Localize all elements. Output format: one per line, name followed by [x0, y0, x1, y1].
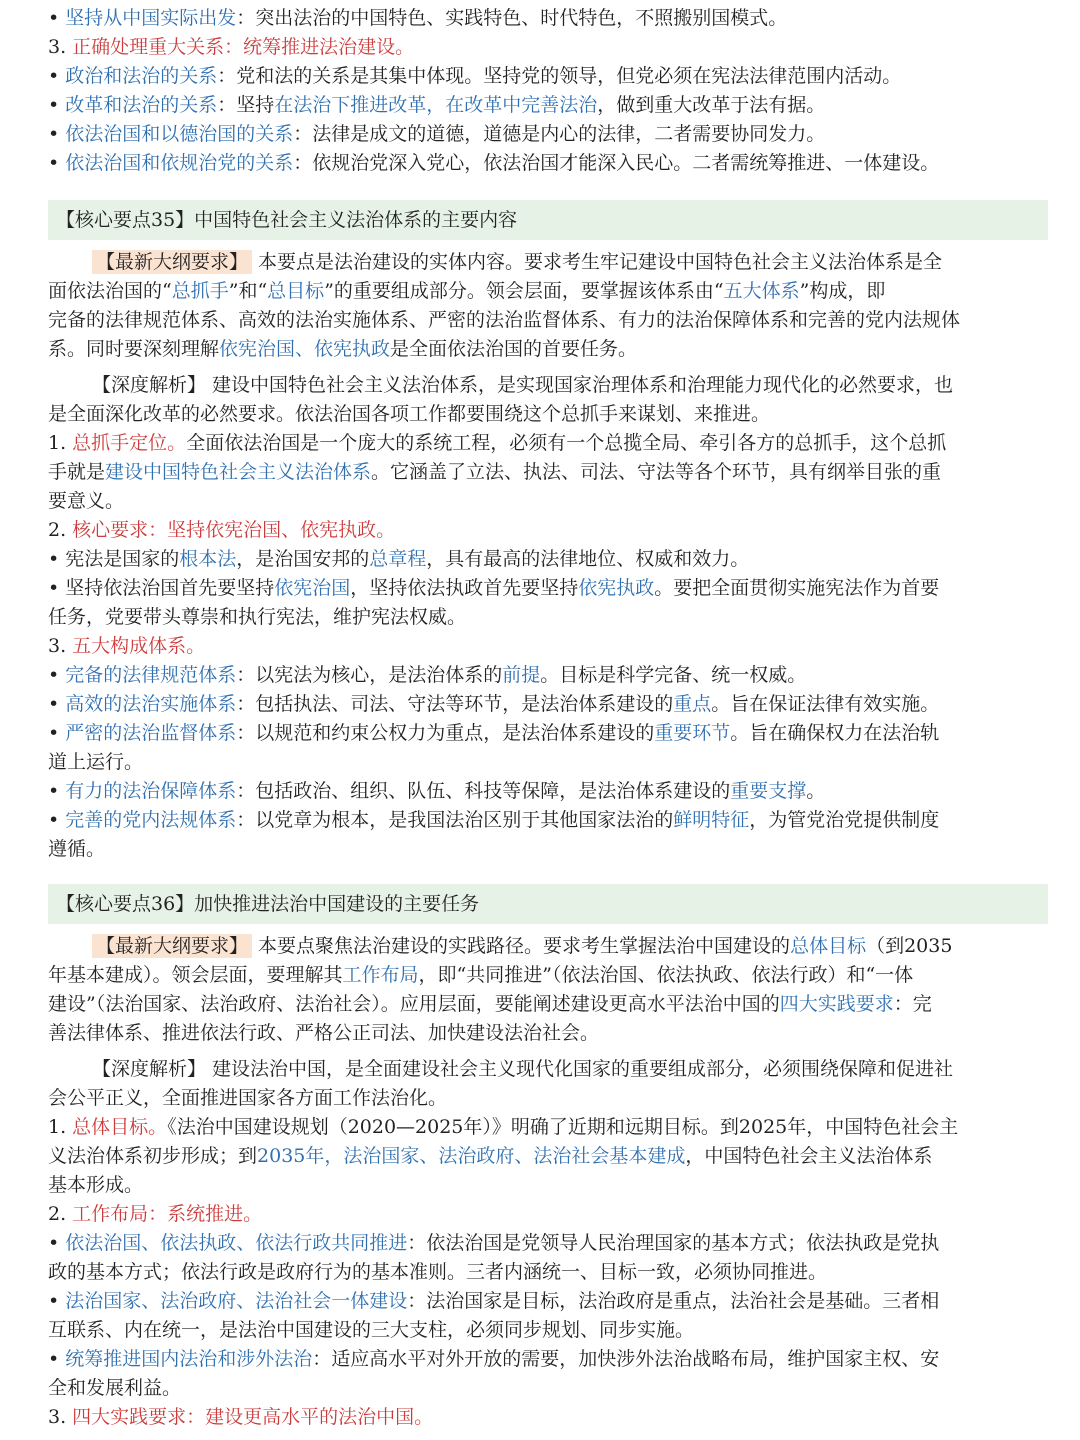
highlight-blue: 完备的法律规范体系 — [65, 664, 237, 686]
text-span: ：依法治国是党领导人民治理国家的基本方式；依法执政是党执 — [407, 1232, 940, 1254]
text-span: 会公平正义，全面推进国家各方面工作法治化。 — [48, 1087, 448, 1109]
highlight-blue: 工作布局 — [342, 964, 419, 986]
text-span: 【深度解析】 建设法治中国，是全面建设社会主义现代化国家的重要组成部分，必须围绕保障和促进社 — [92, 1058, 954, 1080]
text-span: • — [48, 7, 66, 29]
text-span: 基本形成。 — [48, 1174, 144, 1196]
text-span: 年基本建成）。领会层面，要理解其 — [48, 964, 343, 986]
text-line — [48, 335, 1048, 363]
text-span: 【核心要点35】中国特色社会主义法治体系的主要内容 — [56, 209, 518, 231]
text-span: ：法律是成文的道德，道德是内心的法律，二者需要协同发力。 — [293, 123, 826, 145]
text-line — [48, 1345, 1048, 1373]
text-line — [48, 400, 1048, 428]
text-line — [48, 1084, 1048, 1112]
text-line — [48, 33, 1048, 61]
text-span: ，具有最高的法律地位、权威和效力。 — [426, 548, 750, 570]
highlight-blue: 总体目标 — [790, 935, 867, 957]
text-line — [48, 990, 1048, 1018]
text-span: 1. — [48, 432, 73, 454]
text-span: ，即“共同推进”（依法治国、依法执政、依法行政）和“一体 — [418, 964, 914, 986]
text-span: 任务，党要带头尊崇和执行宪法，维护宪法权威。 — [48, 606, 467, 628]
text-span: ：完 — [893, 993, 932, 1015]
text-span: 善法律体系、推进依法行政、严格公正司法、加快建设法治社会。 — [48, 1022, 600, 1044]
text-line — [48, 91, 1048, 119]
text-line — [48, 1055, 1048, 1083]
text-span: 。目标是科学完备、统一权威。 — [540, 664, 807, 686]
text-span: 。 — [806, 780, 826, 802]
text-span: ：坚持 — [217, 94, 275, 116]
text-line — [48, 1200, 1048, 1228]
text-span: 3. — [48, 1406, 73, 1428]
text-line — [48, 248, 1048, 276]
text-span: ，是治国安邦的 — [236, 548, 370, 570]
text-line — [48, 1019, 1048, 1047]
text-span: 《法治中国建设规划（2020—2025年）》明确了近期和远期目标。到2025年，中国特色社会主 — [167, 1116, 959, 1138]
highlight-blue: 依宪治国、依宪执政 — [219, 338, 391, 360]
text-span: 【深度解析】 建设中国特色社会主义法治体系，是实现国家治理体系和治理能力现代化的必然要求，也 — [92, 374, 954, 396]
text-span: ：党和法的关系是其集中体现。坚持党的领导，但党必须在宪法法律范围内活动。 — [217, 65, 902, 87]
highlight-blue: 四大实践要求 — [779, 993, 894, 1015]
text-line — [48, 149, 1048, 177]
text-span: • — [48, 809, 66, 831]
text-span: 。旨在确保权力在法治轨 — [730, 722, 940, 744]
text-line — [48, 458, 1048, 486]
text-line — [48, 1374, 1048, 1402]
requirement-tag: 【最新大纲要求】 — [92, 934, 252, 958]
text-line — [48, 1113, 1048, 1141]
text-span: • — [48, 152, 66, 174]
text-line — [48, 371, 1048, 399]
highlight-blue: 重要支撑 — [730, 780, 807, 802]
text-line — [48, 748, 1048, 776]
highlight-blue: 改革和法治的关系 — [65, 94, 218, 116]
text-line — [48, 1258, 1048, 1286]
highlight-red: 总抓手定位。 — [72, 432, 187, 454]
text-line — [48, 62, 1048, 90]
text-line — [48, 1171, 1048, 1199]
text-span: • — [48, 1232, 66, 1254]
text-line — [48, 545, 1048, 573]
text-span: （到2035 — [866, 935, 953, 957]
text-line — [48, 306, 1048, 334]
text-line — [48, 1142, 1048, 1170]
text-span: • — [48, 693, 66, 715]
highlight-blue: 根本法 — [179, 548, 237, 570]
text-span: ：适应高水平对外开放的需要，加快涉外法治战略布局，维护国家主权、安 — [312, 1348, 940, 1370]
text-span: ：以宪法为核心，是法治体系的 — [236, 664, 503, 686]
text-span: 互联系、内在统一，是法治中国建设的三大支柱，必须同步规划、同步实施。 — [48, 1319, 695, 1341]
text-span: ”构成，即 — [799, 280, 886, 302]
highlight-blue: 依法治国和以德治国的关系 — [65, 123, 294, 145]
text-line — [48, 277, 1048, 305]
text-span: 遵循。 — [48, 838, 106, 860]
text-span: • — [48, 65, 66, 87]
highlight-blue: 依宪治国 — [274, 577, 351, 599]
text-line — [48, 661, 1048, 689]
text-span: 。旨在保证法律有效实施。 — [711, 693, 940, 715]
text-span: ：依规治党深入党心，依法治国才能深入民心。二者需统筹推进、一体建设。 — [293, 152, 940, 174]
text-span: ：以规范和约束公权力为重点，是法治体系建设的 — [236, 722, 655, 744]
highlight-blue: 在法治下推进改革，在改革中完善法治 — [274, 94, 598, 116]
text-span: ：法治国家是目标，法治政府是重点，法治社会是基础。三者相 — [407, 1290, 940, 1312]
highlight-blue: 2035年，法治国家、法治政府、法治社会基本建成 — [257, 1145, 686, 1167]
text-span: 面依法治国的“ — [48, 280, 172, 302]
text-span: 2. — [48, 519, 73, 541]
text-line — [48, 777, 1048, 805]
text-span: ：包括执法、司法、守法等环节，是法治体系建设的 — [236, 693, 674, 715]
text-span: • — [48, 722, 66, 744]
highlight-blue: 有力的法治保障体系 — [65, 780, 237, 802]
highlight-blue: 政治和法治的关系 — [65, 65, 218, 87]
text-line — [48, 487, 1048, 515]
text-span: ”和“ — [228, 280, 268, 302]
text-line — [48, 120, 1048, 148]
highlight-blue: 严密的法治监督体系 — [65, 722, 237, 744]
text-span: ，中国特色社会主义法治体系 — [685, 1145, 933, 1167]
text-span: ：以党章为根本，是我国法治区别于其他国家法治的 — [236, 809, 674, 831]
text-line — [48, 932, 1048, 960]
text-line — [48, 1229, 1048, 1257]
text-span: ，坚持依法执政首先要坚持 — [350, 577, 579, 599]
text-span: ：包括政治、组织、队伍、科技等保障，是法治体系建设的 — [236, 780, 731, 802]
highlight-blue: 建设中国特色社会主义法治体系 — [105, 461, 372, 483]
highlight-blue: 总目标 — [267, 280, 325, 302]
highlight-blue: 依法治国和依规治党的关系 — [65, 152, 294, 174]
highlight-red: 正确处理重大关系：统筹推进法治建设。 — [72, 36, 415, 58]
highlight-red: 核心要求：坚持依宪治国、依宪执政。 — [72, 519, 396, 541]
text-span: ：突出法治的中国特色、实践特色、时代特色，不照搬别国模式。 — [236, 7, 788, 29]
text-line — [48, 719, 1048, 747]
text-span: 手就是 — [48, 461, 106, 483]
text-line — [48, 574, 1048, 602]
text-span: 义法治体系初步形成；到 — [48, 1145, 258, 1167]
highlight-blue: 总章程 — [369, 548, 427, 570]
text-line — [48, 516, 1048, 544]
highlight-blue: 鲜明特征 — [673, 809, 750, 831]
text-span: 。它涵盖了立法、执法、司法、守法等各个环节，具有纲举目张的重 — [371, 461, 942, 483]
highlight-blue: 完善的党内法规体系 — [65, 809, 237, 831]
text-span: 本要点是法治建设的实体内容。要求考生牢记建设中国特色社会主义法治体系是全 — [252, 251, 943, 273]
text-span: 是全面深化改革的必然要求。依法治国各项工作都要围绕这个总抓手来谋划、来推进。 — [48, 403, 771, 425]
text-line — [48, 603, 1048, 631]
highlight-blue: 重要环节 — [654, 722, 731, 744]
text-line — [48, 1287, 1048, 1315]
text-span: 【核心要点36】加快推进法治中国建设的主要任务 — [56, 893, 480, 915]
text-span: 要意义。 — [48, 490, 125, 512]
text-span: 全面依法治国是一个庞大的系统工程，必须有一个总揽全局、牵引各方的总抓手，这个总抓 — [186, 432, 947, 454]
text-line — [48, 961, 1048, 989]
text-span: • 坚持依法治国首先要坚持 — [48, 577, 275, 599]
text-span: ，为管党治党提供制度 — [749, 809, 940, 831]
text-line — [48, 4, 1048, 32]
text-line — [48, 1316, 1048, 1344]
text-span: 3. — [48, 635, 73, 657]
text-span: • — [48, 780, 66, 802]
text-span: 2. — [48, 1203, 73, 1225]
text-span: ，做到重大改革于法有据。 — [597, 94, 826, 116]
highlight-red: 五大构成体系。 — [72, 635, 206, 657]
highlight-blue: 总抓手 — [171, 280, 229, 302]
highlight-blue: 坚持从中国实际出发 — [65, 7, 237, 29]
text-span: 建设”（法治国家、法治政府、法治社会）。应用层面，要能阐述建设更高水平法治中国的 — [48, 993, 780, 1015]
text-span: 本要点聚焦法治建设的实践路径。要求考生掌握法治中国建设的 — [252, 935, 791, 957]
text-span: • — [48, 664, 66, 686]
text-span: 3. — [48, 36, 73, 58]
text-span: • — [48, 1348, 66, 1370]
highlight-red: 四大实践要求：建设更高水平的法治中国。 — [72, 1406, 434, 1428]
text-span: 。要把全面贯彻实施宪法作为首要 — [654, 577, 940, 599]
highlight-red: 总体目标。 — [72, 1116, 168, 1138]
text-span: 1. — [48, 1116, 73, 1138]
text-span: 全和发展利益。 — [48, 1377, 182, 1399]
highlight-blue: 前提 — [502, 664, 541, 686]
section-heading — [48, 884, 1048, 924]
text-line — [48, 632, 1048, 660]
section-heading — [48, 200, 1048, 240]
highlight-blue: 依宪执政 — [578, 577, 655, 599]
text-span: • 宪法是国家的 — [48, 548, 180, 570]
text-span: • — [48, 1290, 66, 1312]
highlight-blue: 统筹推进国内法治和涉外法治 — [65, 1348, 313, 1370]
highlight-blue: 高效的法治实施体系 — [65, 693, 237, 715]
text-line — [48, 1403, 1048, 1431]
text-span: • — [48, 123, 66, 145]
text-span: 系。同时要深刻理解 — [48, 338, 220, 360]
text-line — [48, 835, 1048, 863]
highlight-blue: 依法治国、依法执政、依法行政共同推进 — [65, 1232, 408, 1254]
text-line — [48, 690, 1048, 718]
text-span: 政的基本方式；依法行政是政府行为的基本准则。三者内涵统一、目标一致，必须协同推进。 — [48, 1261, 828, 1283]
text-span: ”的重要组成部分。领会层面，要掌握该体系由“ — [324, 280, 724, 302]
highlight-blue: 法治国家、法治政府、法治社会一体建设 — [65, 1290, 408, 1312]
text-span: • — [48, 94, 66, 116]
text-line — [48, 806, 1048, 834]
highlight-blue: 五大体系 — [723, 280, 800, 302]
text-span: 道上运行。 — [48, 751, 144, 773]
text-span: 完备的法律规范体系、高效的法治实施体系、严密的法治监督体系、有力的法治保障体系和完善的党内法规体 — [48, 309, 961, 331]
text-line — [48, 429, 1048, 457]
text-span: 是全面依法治国的首要任务。 — [390, 338, 638, 360]
highlight-blue: 重点 — [673, 693, 712, 715]
requirement-tag: 【最新大纲要求】 — [92, 250, 252, 274]
highlight-red: 工作布局：系统推进。 — [72, 1203, 263, 1225]
